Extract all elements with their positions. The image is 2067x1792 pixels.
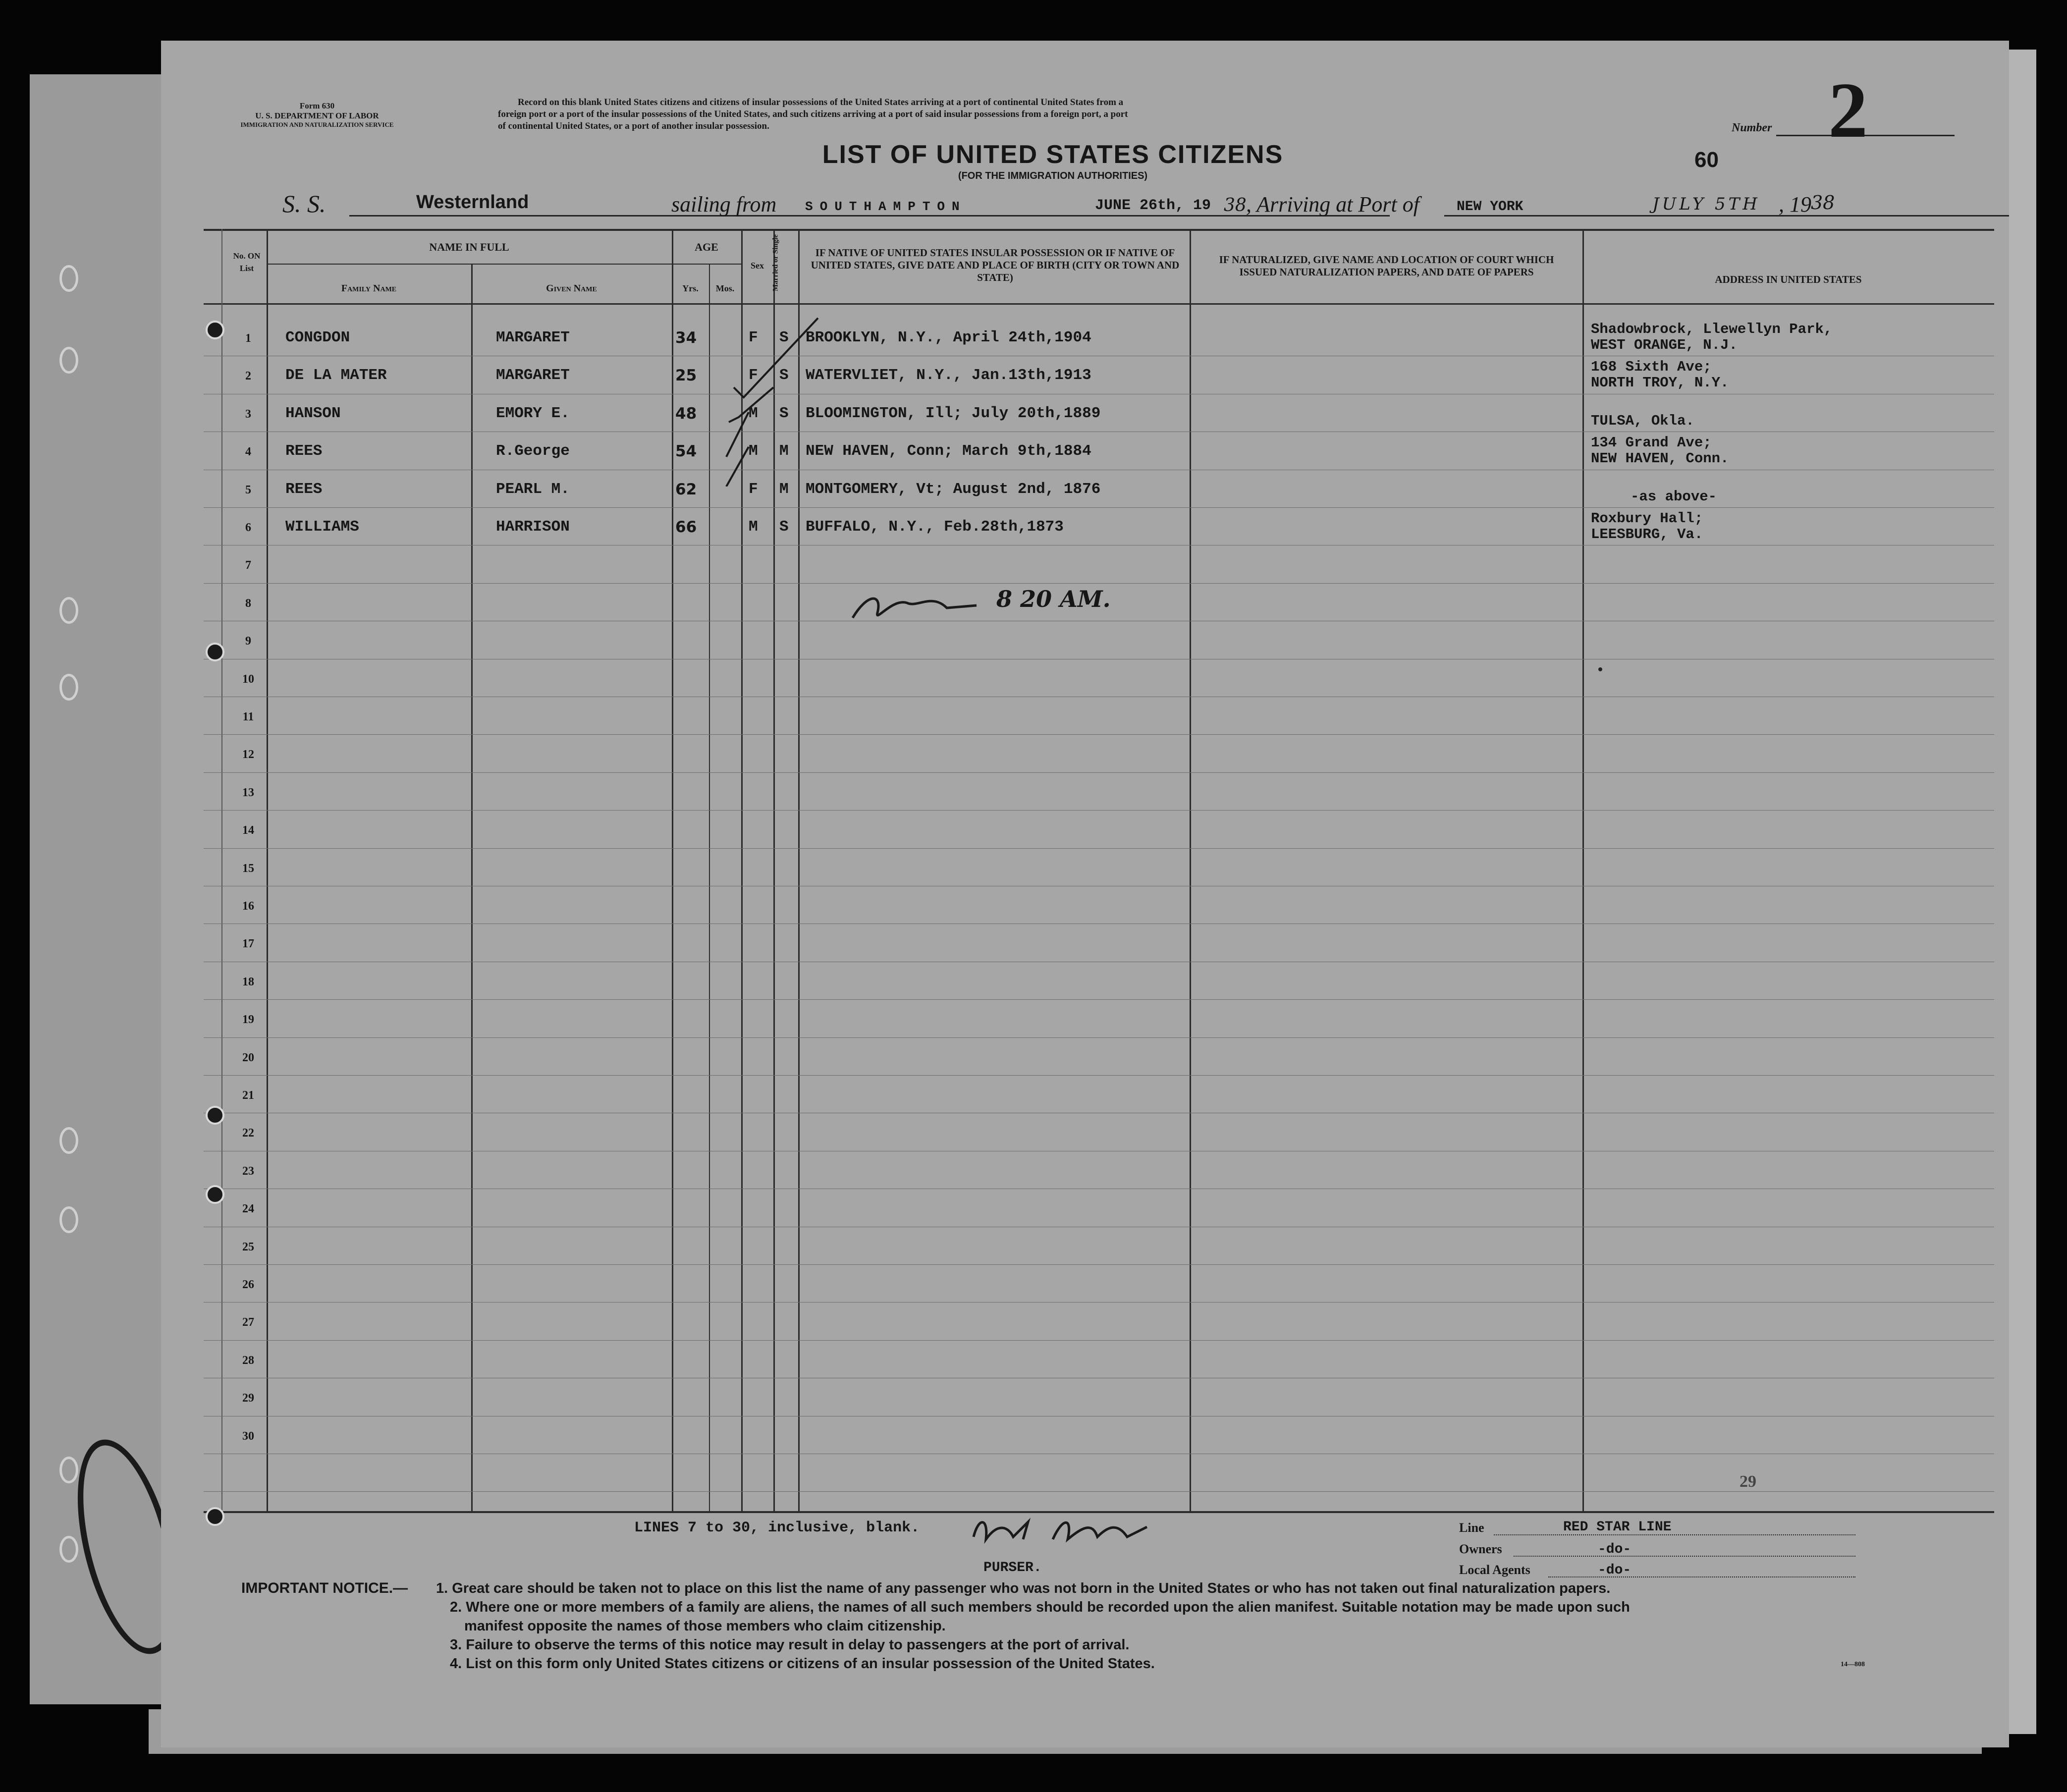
row-rule xyxy=(204,810,1994,811)
marital-cell: M xyxy=(779,442,789,460)
header-yrs: Yrs. xyxy=(682,283,699,293)
family-name-cell: CONGDON xyxy=(285,329,350,346)
port-underline xyxy=(1444,215,2009,217)
agents-underline xyxy=(1548,1576,1855,1577)
marital-cell: M xyxy=(779,480,789,498)
punch-hole xyxy=(206,1106,224,1125)
line-number: 6 xyxy=(245,521,251,534)
header-native: IF NATIVE OF UNITED STATES INSULAR POSSESSION OR IF NATIVE OF UNITED STATES, GIVE DATE AND PLACE OF BIRTH (CITY OR TOWN AND STATE) xyxy=(811,247,1180,283)
page-title: LIST OF UNITED STATES CITIZENS xyxy=(822,140,1284,169)
line-number: 21 xyxy=(242,1089,254,1102)
arrival-date-hand: JULY 5TH xyxy=(1652,194,1760,214)
purser-signature-icon xyxy=(969,1512,1157,1547)
manifest-sheet xyxy=(161,41,2009,1747)
line-number: 15 xyxy=(242,862,254,875)
line-number: 28 xyxy=(242,1354,254,1367)
header-name-in-full: NAME IN FULL xyxy=(429,241,509,253)
header-address: ADDRESS IN UNITED STATES xyxy=(1715,273,1862,285)
address-line-1: Shadowbrock, Llewellyn Park, xyxy=(1591,321,1833,337)
instruction-line: Record on this blank United States citizens and citizens of insular possessions of the United States arriving at a port of continental United States from a xyxy=(518,97,1124,108)
check-marks-icon xyxy=(699,298,848,487)
line-underline xyxy=(1494,1534,1855,1535)
birthplace-cell: MONTGOMERY, Vt; August 2nd, 1876 xyxy=(806,480,1101,498)
birthplace-cell: BUFFALO, N.Y., Feb.28th,1873 xyxy=(806,518,1064,536)
ink-dot xyxy=(1598,667,1602,671)
corner-mark: 29 xyxy=(1740,1472,1756,1491)
binder-ring-icon xyxy=(59,674,78,701)
notice-item: manifest opposite the names of those members who claim citizenship. xyxy=(464,1618,946,1634)
given-name-cell: HARRISON xyxy=(496,518,570,536)
marital-cell: S xyxy=(779,367,789,384)
age-cell: 48 xyxy=(675,404,697,423)
age-cell: 34 xyxy=(675,329,697,347)
line-number: 11 xyxy=(242,710,254,723)
given-name-cell: PEARL M. xyxy=(496,480,570,498)
agents-label: Local Agents xyxy=(1459,1563,1530,1577)
line-value: RED STAR LINE xyxy=(1563,1520,1672,1535)
bottom-code: 14—808 xyxy=(1841,1661,1865,1668)
sex-cell: F xyxy=(749,480,758,498)
binder-ring-icon xyxy=(59,347,78,374)
header-age: AGE xyxy=(695,241,718,253)
address-line-1: 134 Grand Ave; xyxy=(1591,434,1712,451)
number-value: 2 xyxy=(1828,66,1868,154)
sailing-label: sailing from xyxy=(671,192,777,217)
number-caption: Number xyxy=(1732,121,1772,134)
family-name-cell: WILLIAMS xyxy=(285,518,359,536)
line-number: 19 xyxy=(242,1013,254,1027)
arrival-year-printed: , 19 xyxy=(1779,192,1811,217)
notice-heading: IMPORTANT NOTICE.— xyxy=(241,1580,408,1596)
owners-value: -do- xyxy=(1598,1542,1632,1557)
address-line-2: WEST ORANGE, N.J. xyxy=(1591,337,1738,353)
row-rule xyxy=(204,999,1994,1000)
address-line-2: TULSA, Okla. xyxy=(1591,412,1694,429)
marital-cell: S xyxy=(779,404,789,422)
header-married-single: Married or Single xyxy=(771,234,780,291)
sex-cell: M xyxy=(749,442,758,460)
punch-hole xyxy=(206,643,224,661)
address-line-2: -as above- xyxy=(1631,488,1717,505)
age-cell: 54 xyxy=(675,442,697,461)
line-number: 25 xyxy=(242,1240,254,1253)
page-subtitle: (FOR THE IMMIGRATION AUTHORITIES) xyxy=(958,170,1148,181)
notice-item: 1. Great care should be taken not to place on this list the name of any passenger who was not born in the United States or who has not taken out final naturalization papers. xyxy=(436,1580,1611,1596)
header-mos: Mos. xyxy=(715,283,735,293)
family-name-cell: HANSON xyxy=(285,404,341,422)
given-name-cell: MARGARET xyxy=(496,329,570,346)
purser-label: PURSER. xyxy=(983,1560,1042,1575)
binder-ring-icon xyxy=(59,1127,78,1154)
line-number: 8 xyxy=(245,597,251,610)
depart-date: JUNE 26th, 19 xyxy=(1095,197,1211,214)
binder-ring-icon xyxy=(59,1536,78,1563)
given-name-cell: EMORY E. xyxy=(496,404,570,422)
marital-cell: S xyxy=(779,329,789,346)
handwritten-initials-icon xyxy=(848,588,986,628)
age-cell: 62 xyxy=(675,480,697,498)
header-family-name: Family Name xyxy=(341,283,397,294)
address-line-1: Roxbury Hall; xyxy=(1591,510,1703,527)
address-line-2: NEW HAVEN, Conn. xyxy=(1591,450,1729,467)
line-number: 5 xyxy=(245,483,251,496)
line-number: 27 xyxy=(242,1316,254,1329)
agents-value: -do- xyxy=(1598,1563,1632,1578)
binder-ring-icon xyxy=(59,1457,78,1483)
row-rule xyxy=(204,1075,1994,1076)
notice-item: 4. List on this form only United States citizens or citizens of an insular possession of the United States. xyxy=(450,1656,1155,1672)
row-rule xyxy=(204,772,1994,773)
line-number: 12 xyxy=(242,748,254,761)
handwritten-time: 8 20 AM. xyxy=(996,586,1111,612)
line-number: 13 xyxy=(242,786,254,799)
row-rule xyxy=(204,1264,1994,1265)
binder-ring-icon xyxy=(59,1206,78,1233)
binder-ring-icon xyxy=(59,265,78,292)
header-no-on-list: No. ON List xyxy=(233,251,261,273)
age-cell: 25 xyxy=(675,367,697,385)
blank-lines-note: LINES 7 to 30, inclusive, blank. xyxy=(634,1520,920,1536)
line-number: 2 xyxy=(245,370,251,383)
punch-hole xyxy=(206,1185,224,1204)
line-number: 23 xyxy=(242,1164,254,1178)
line-number: 7 xyxy=(245,559,251,572)
line-label: Line xyxy=(1459,1520,1484,1535)
arrival-year-hand: 38 xyxy=(1811,192,1835,214)
birthplace-cell: NEW HAVEN, Conn; March 9th,1884 xyxy=(806,442,1091,460)
line-number: 17 xyxy=(242,937,254,951)
notice-item: 3. Failure to observe the terms of this notice may result in delay to passengers at the port of arrival. xyxy=(450,1637,1130,1653)
marital-cell: S xyxy=(779,518,789,536)
birthplace-cell: WATERVLIET, N.Y., Jan.13th,1913 xyxy=(806,367,1091,384)
row-rule xyxy=(204,507,1994,508)
row-rule xyxy=(204,1491,1994,1492)
address-line-2: LEESBURG, Va. xyxy=(1591,526,1703,543)
line-number: 3 xyxy=(245,407,251,421)
line-number: 9 xyxy=(245,635,251,648)
line-number: 20 xyxy=(242,1051,254,1064)
service-label: IMMIGRATION AND NATURALIZATION SERVICE xyxy=(240,121,394,128)
given-name-cell: MARGARET xyxy=(496,367,570,384)
row-rule xyxy=(204,1340,1994,1341)
row-rule xyxy=(204,583,1994,584)
family-name-cell: DE LA MATER xyxy=(285,367,387,384)
stamped-number: 60 xyxy=(1694,148,1719,172)
line-number: 14 xyxy=(242,824,254,837)
line-number: 30 xyxy=(242,1429,254,1443)
address-line-2: NORTH TROY, N.Y. xyxy=(1591,375,1729,391)
line-number: 4 xyxy=(245,445,251,459)
birthplace-cell: BLOOMINGTON, Ill; July 20th,1889 xyxy=(806,404,1101,422)
punch-hole xyxy=(206,1507,224,1526)
sex-cell: M xyxy=(749,518,758,536)
line-number: 10 xyxy=(242,672,254,686)
birthplace-cell: BROOKLYN, N.Y., April 24th,1904 xyxy=(806,329,1091,346)
sex-cell: M xyxy=(749,404,758,422)
line-number: 22 xyxy=(242,1127,254,1140)
instruction-line: of continental United States, or a port of another insular possession. xyxy=(498,121,769,131)
owners-underline xyxy=(1514,1556,1855,1557)
header-given-name: Given Name xyxy=(546,283,597,294)
family-name-cell: REES xyxy=(285,480,323,498)
binder-ring-icon xyxy=(59,597,78,624)
arriving-label: , Arriving at Port of xyxy=(1246,192,1419,217)
header-sex: Sex xyxy=(751,261,764,271)
age-cell: 66 xyxy=(675,518,697,536)
address-line-1: 168 Sixth Ave; xyxy=(1591,359,1712,376)
punch-hole xyxy=(206,321,224,339)
notice-item: 2. Where one or more members of a family are aliens, the names of all such members should be recorded upon the alien manifest. Suitable notation may be made upon such xyxy=(450,1599,1630,1615)
header-naturalized: IF NATURALIZED, GIVE NAME AND LOCATION OF COURT WHICH ISSUED NATURALIZATION PAPERS, AND DATE OF PAPERS xyxy=(1219,254,1554,278)
line-number: 1 xyxy=(245,332,251,345)
line-number: 18 xyxy=(242,975,254,988)
row-rule xyxy=(204,1302,1994,1303)
line-number: 24 xyxy=(242,1202,254,1216)
from-port: SOUTHAMPTON xyxy=(805,199,967,214)
row-rule xyxy=(204,1037,1994,1038)
depart-year-hand: 38 xyxy=(1224,195,1247,216)
row-rule xyxy=(204,848,1994,849)
manifest-table xyxy=(204,229,1994,1511)
ship-name: Westernland xyxy=(416,192,529,213)
ss-label: S. S. xyxy=(282,190,326,217)
line-number: 29 xyxy=(242,1392,254,1405)
sex-cell: F xyxy=(749,329,758,346)
sex-cell: F xyxy=(749,367,758,384)
form-number: Form 630 xyxy=(299,101,335,110)
row-rule xyxy=(204,734,1994,735)
owners-label: Owners xyxy=(1459,1542,1502,1556)
family-name-cell: REES xyxy=(285,442,323,460)
arrival-port: NEW YORK xyxy=(1457,199,1523,215)
row-rule xyxy=(204,923,1994,924)
line-number: 26 xyxy=(242,1278,254,1291)
department-label: U. S. DEPARTMENT OF LABOR xyxy=(255,111,379,120)
given-name-cell: R.George xyxy=(496,442,570,460)
instruction-line: foreign port or a port of the insular possessions of the United States, and such citizens arriving at a port of said insular possessions from a foreign port, a port xyxy=(498,109,1128,119)
line-number: 16 xyxy=(242,900,254,913)
